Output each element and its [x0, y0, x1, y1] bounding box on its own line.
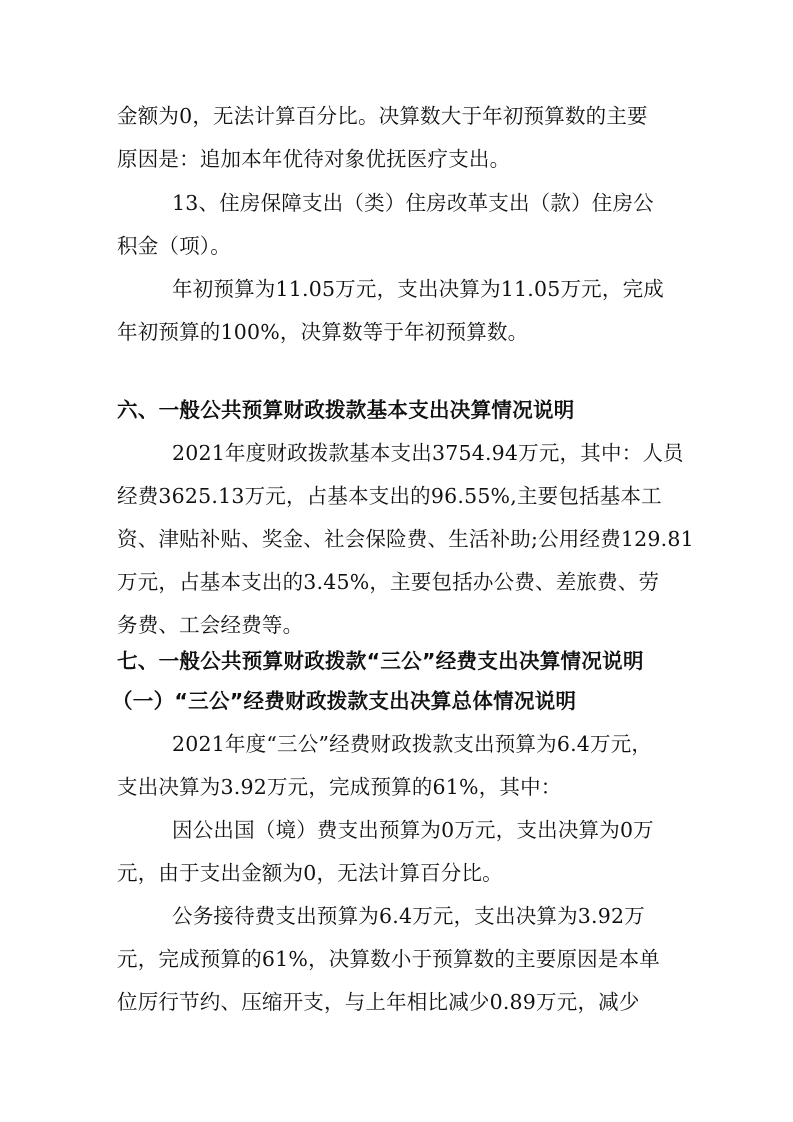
paragraph-line: 位厉行节约、压缩开支，与上年相比减少0.89万元，减少	[117, 990, 640, 1014]
paragraph-line: 元，完成预算的61%，决算数小于预算数的主要原因是本单	[117, 947, 660, 971]
paragraph-line: 金额为0，无法计算百分比。决算数大于年初预算数的主要	[117, 104, 648, 128]
section-heading-7: 七、一般公共预算财政拨款“三公”经费支出决算情况说明	[117, 649, 644, 673]
section-heading-6: 六、一般公共预算财政拨款基本支出决算情况说明	[117, 398, 575, 422]
paragraph-line: 支出决算为3.92万元，完成预算的61%，其中：	[117, 775, 562, 799]
paragraph-line: 务费、工会经费等。	[117, 613, 304, 637]
paragraph-line: 因公出国（境）费支出预算为0万元，支出决算为0万	[172, 818, 654, 842]
paragraph-line: 13、住房保障支出（类）住房改革支出（款）住房公	[172, 191, 654, 215]
paragraph-line: 年初预算的100%，决算数等于年初预算数。	[117, 320, 529, 344]
paragraph-line: 年初预算为11.05万元，支出决算为11.05万元，完成	[172, 277, 664, 301]
paragraph-line: 万元，占基本支出的3.45%，主要包括办公费、差旅费、劳	[117, 570, 660, 594]
paragraph-line: 经费3625.13万元，占基本支出的96.55%,主要包括基本工	[117, 484, 662, 508]
paragraph-line: 公务接待费支出预算为6.4万元，支出决算为3.92万	[172, 904, 645, 928]
paragraph-line: 2021年度财政拨款基本支出3754.94万元，其中：人员	[172, 441, 684, 465]
paragraph-line: 原因是：追加本年优待对象优抚医疗支出。	[117, 147, 511, 171]
subsection-heading: （一）“三公”经费财政拨款支出决算总体情况说明	[112, 689, 577, 713]
paragraph-line: 2021年度“三公”经费财政拨款支出预算为6.4万元，	[172, 732, 653, 756]
paragraph-line: 积金（项）。	[117, 234, 231, 258]
paragraph-line: 资、津贴补贴、奖金、社会保险费、生活补助;公用经费129.81	[117, 527, 694, 551]
paragraph-line: 元，由于支出金额为0，无法计算百分比。	[117, 861, 503, 885]
